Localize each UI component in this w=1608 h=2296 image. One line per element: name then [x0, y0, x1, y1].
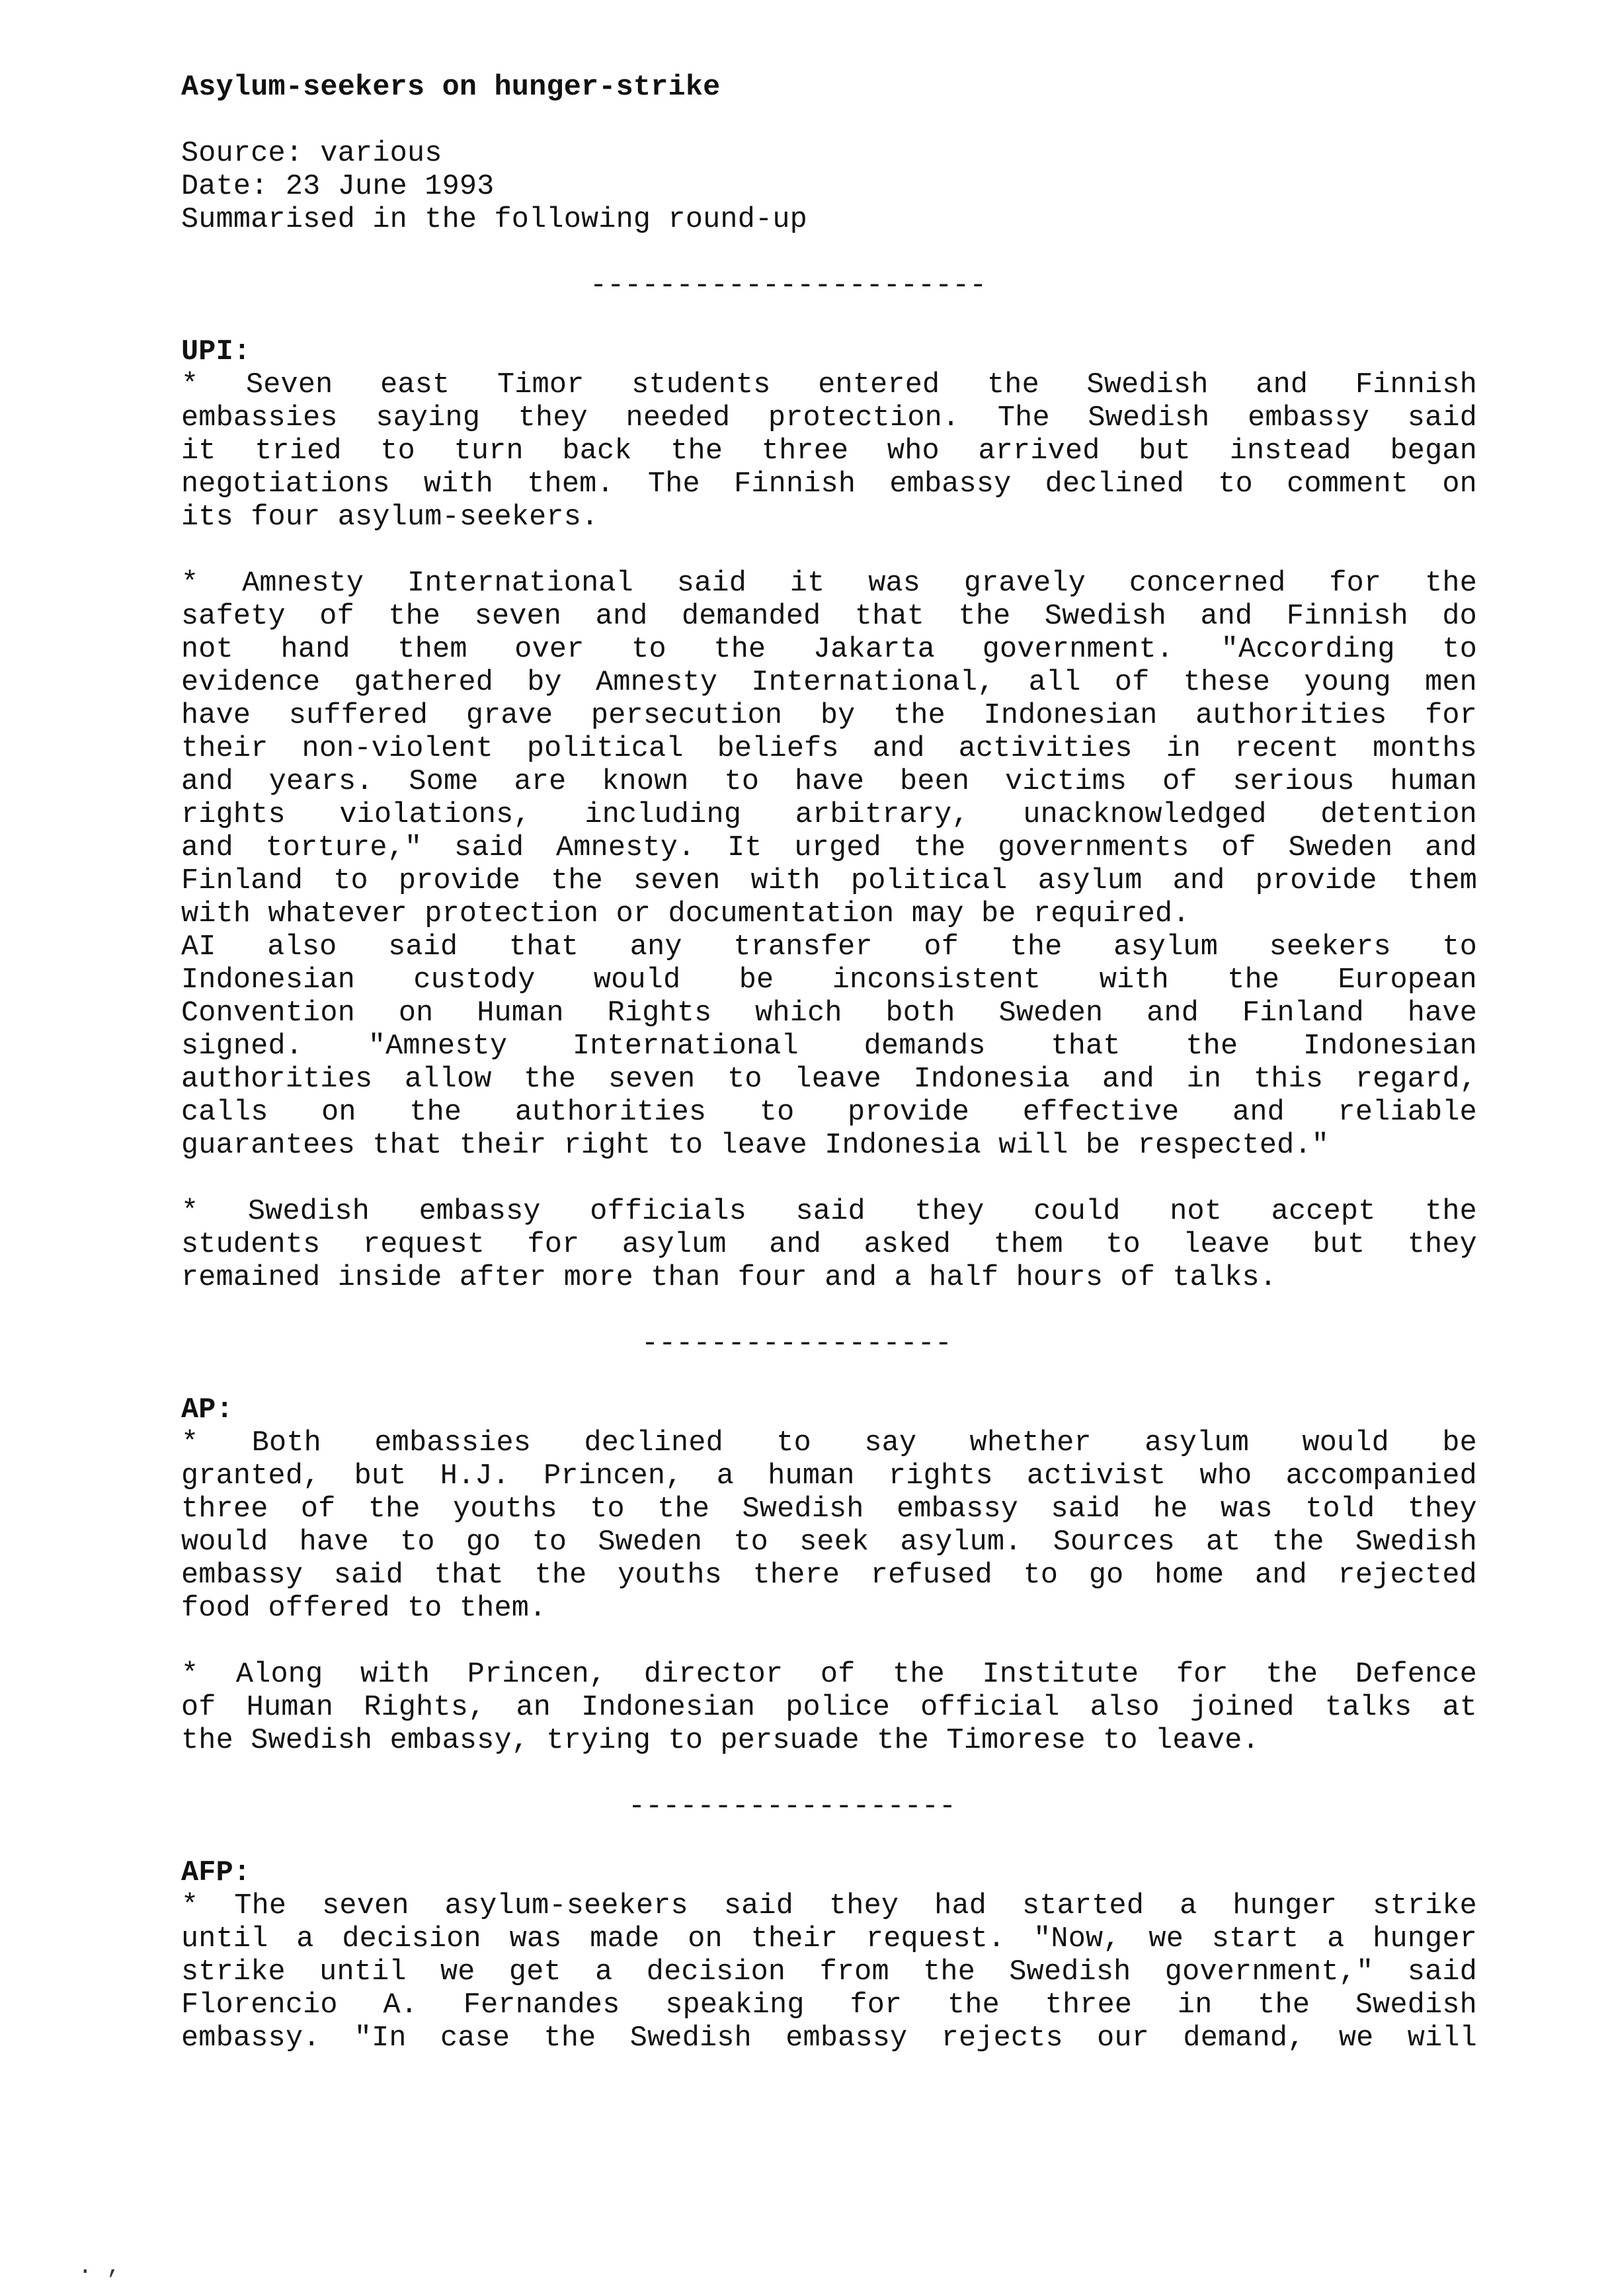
text-line: Finland to provide the seven with political asylum and provide them	[181, 865, 1477, 897]
section-heading-upi: UPI:	[181, 336, 251, 368]
text-line: negotiations with them. The Finnish embassy declined to comment on	[181, 468, 1477, 501]
document-page	[181, 71, 1477, 2055]
text-line: strike until we get a decision from the Swedish government," said	[181, 1956, 1477, 1988]
paragraph-ap-1	[181, 1427, 1477, 1625]
paragraph-upi-3	[181, 1196, 1477, 1295]
source-line: Source: various	[181, 138, 442, 170]
text-line: students request for asylum and asked them to leave but they	[181, 1229, 1477, 1261]
text-line: and torture," said Amnesty. It urged the governments of Sweden and	[181, 832, 1477, 864]
text-line: until a decision was made on their request. "Now, we start a hunger	[181, 1923, 1477, 1955]
divider-text: -------------------	[628, 1791, 956, 1823]
text-line: guarantees that their right to leave Indonesia will be respected."	[181, 1129, 1330, 1162]
text-line: signed. "Amnesty International demands that the Indonesian	[181, 1030, 1477, 1063]
paragraph-upi-2	[181, 567, 1477, 1163]
text-line: would have to go to Sweden to seek asylum. Sources at the Swedish	[181, 1526, 1477, 1559]
text-line: calls on the authorities to provide effective and reliable	[181, 1096, 1477, 1129]
section-heading-afp: AFP:	[181, 1857, 251, 1889]
section-divider	[181, 270, 1477, 303]
text-line: have suffered grave persecution by the Indonesian authorities for	[181, 700, 1477, 732]
text-line: AI also said that any transfer of the asylum seekers to	[181, 931, 1477, 964]
text-line: granted, but H.J. Princen, a human rights activist who accompanied	[181, 1460, 1477, 1493]
divider-text: ------------------	[641, 1328, 952, 1360]
text-line: embassy said that the youths there refused to go home and rejected	[181, 1559, 1477, 1592]
text-line: it tried to turn back the three who arrived but instead began	[181, 435, 1477, 468]
summary-line: Summarised in the following round-up	[181, 204, 807, 236]
text-line: the Swedish embassy, trying to persuade the Timorese to leave.	[181, 1725, 1260, 1757]
text-line: * Seven east Timor students entered the Swedish and Finnish	[181, 369, 1477, 401]
date-line: Date: 23 June 1993	[181, 171, 495, 203]
section-heading-ap: AP:	[181, 1394, 233, 1426]
text-line: its four asylum-seekers.	[181, 501, 599, 534]
text-line: Florencio A. Fernandes speaking for the three in the Swedish	[181, 1989, 1477, 2022]
text-line: food offered to them.	[181, 1592, 547, 1625]
divider-text: -----------------------	[590, 270, 987, 302]
text-line: authorities allow the seven to leave Indonesia and in this regard,	[181, 1063, 1477, 1096]
section-divider	[181, 1328, 1477, 1361]
text-line: embassy. "In case the Swedish embassy rejects our demand, we will	[181, 2022, 1477, 2055]
text-line: * Swedish embassy officials said they could not accept the	[181, 1196, 1477, 1228]
text-line: Indonesian custody would be inconsistent with the European	[181, 964, 1477, 997]
text-line: with whatever protection or documentation may be required.	[181, 898, 1190, 930]
paragraph-upi-1	[181, 369, 1477, 534]
text-line: and years. Some are known to have been victims of serious human	[181, 766, 1477, 798]
text-line: not hand them over to the Jakarta government. "According to	[181, 634, 1477, 666]
text-line: embassies saying they needed protection. The Swedish embassy said	[181, 402, 1477, 434]
text-line: rights violations, including arbitrary, unacknowledged detention	[181, 799, 1477, 831]
text-line: evidence gathered by Amnesty International, all of these young men	[181, 667, 1477, 699]
text-line: safety of the seven and demanded that the Swedish and Finnish do	[181, 600, 1477, 633]
text-line: * Along with Princen, director of the Institute for the Defence	[181, 1659, 1477, 1691]
text-line: their non-violent political beliefs and activities in recent months	[181, 733, 1477, 765]
text-line: three of the youths to the Swedish embassy said he was told they	[181, 1493, 1477, 1526]
scan-mark: . ,	[78, 2253, 121, 2280]
text-line: Convention on Human Rights which both Sweden and Finland have	[181, 997, 1477, 1030]
text-line: of Human Rights, an Indonesian police official also joined talks at	[181, 1692, 1477, 1724]
section-divider	[181, 1791, 1477, 1824]
text-line: remained inside after more than four and a half hours of talks.	[181, 1262, 1277, 1294]
paragraph-ap-2	[181, 1659, 1477, 1758]
text-line: * Amnesty International said it was gravely concerned for the	[181, 567, 1477, 600]
text-line: * The seven asylum-seekers said they had started a hunger strike	[181, 1890, 1477, 1922]
text-line: * Both embassies declined to say whether asylum would be	[181, 1427, 1477, 1459]
paragraph-afp-1	[181, 1890, 1477, 2055]
document-title: Asylum-seekers on hunger-strike	[181, 71, 721, 104]
